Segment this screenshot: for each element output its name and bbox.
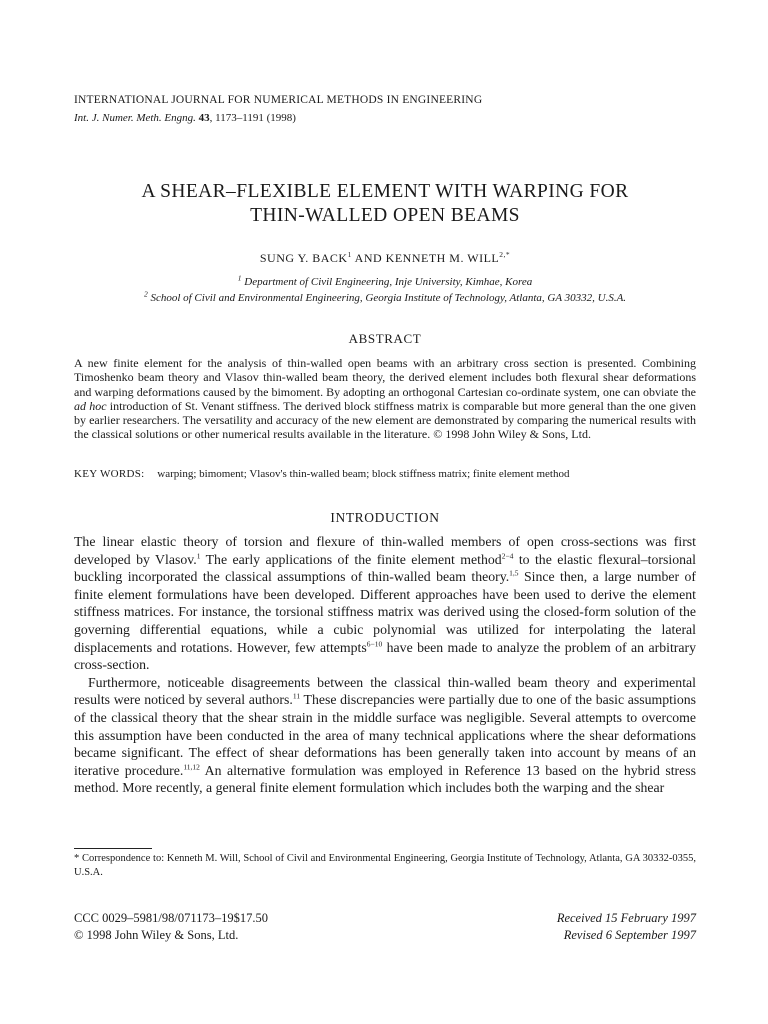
intro-p1-text-run: to the elastic flexural–torsional buckling incorporated the classical assumptions of thin-walled beam theory. (74, 551, 696, 585)
journal-abbrev: Int. J. Numer. Meth. Engng. (74, 112, 196, 124)
author-1-affil-mark: 1 (347, 250, 352, 259)
abstract-text-1: A new finite element for the analysis of thin-walled open beams with an arbitrary cross section is presented. Combining Timoshenko beam theory and Vlasov thin-walled beam theory, the derived element includes both flexural shear deformations and warping deformations caused by the bimoment. By adopting an orthogonal Cartesian co-ordinate system, one can obviate the (74, 356, 696, 399)
keywords (74, 468, 696, 480)
copyright-line: © 1998 John Wiley & Sons, Ltd. (74, 928, 239, 942)
affiliation-2 (74, 289, 696, 304)
author-2: KENNETH M. WILL (385, 251, 500, 265)
received-dates (557, 910, 696, 944)
abstract-body (74, 356, 696, 442)
received-date: Received 15 February 1997 (556, 911, 696, 925)
abstract-text-2: introduction of St. Venant stiffness. The derived block stiffness matrix is comparable but more general than the one given by earlier researchers. The versatility and accuracy of the new element are demonstrated by comparing the numerical results with the classical solutions or other numerical results available in the literature. © 1998 John Wiley & Sons, Ltd. (74, 398, 696, 442)
intro-p1-citation-mark: 6−10 (366, 638, 383, 648)
author-1: SUNG Y. BACK (259, 251, 348, 265)
journal-citation (74, 112, 296, 124)
intro-p2-text-run: These discrepancies were partially due to one of the basic assumptions of the classical theory that the shear strain in the middle surface was negligible. Several attempts to overcome this assumption have been conducted in the area of many technical applications where the shear deformations became significant. The effect of shear deformations has been generally taken into account by means of an iterative procedure. (74, 692, 696, 778)
introduction-paragraph-1 (74, 533, 696, 674)
intro-p1-citation-mark: 1,5 (509, 568, 519, 578)
intro-p1-citation-mark: 1 (196, 551, 201, 560)
journal-volume: 43 (198, 112, 210, 124)
abstract-heading: ABSTRACT (348, 331, 422, 346)
intro-p2-citation-mark: 11,12 (183, 762, 200, 772)
affiliation-1-mark: 1 (237, 273, 242, 283)
introduction-paragraph-2 (74, 674, 696, 797)
keywords-text: warping; bimoment; Vlasov's thin-walled beam; block stiffness matrix; finite element method (157, 468, 570, 480)
affiliation-1 (74, 273, 696, 288)
ccc-code: CCC 0029–5981/98/071173–19$17.50 (74, 911, 268, 925)
intro-p1-citation-mark: 2−4 (501, 551, 514, 560)
intro-p2-text-run: Furthermore, noticeable disagreements between the classical thin-walled beam theory and experimental results were noticed by several authors. (74, 674, 696, 708)
author-list (74, 251, 696, 266)
abstract-italic: ad hoc (74, 398, 107, 413)
paper-title-line-2: THIN-WALLED OPEN BEAMS (250, 205, 520, 226)
intro-p1-text-run: The early applications of the finite element method (200, 551, 502, 567)
publication-info (74, 910, 268, 944)
intro-p1-text-run: have been made to analyze the problem of an arbitrary cross-section. (74, 639, 696, 673)
keywords-label: KEY WORDS: (74, 468, 145, 480)
intro-p1-text-run: The linear elastic theory of torsion and flexure of thin-walled members of open cross-sections was first developed by Vlasov. (74, 534, 696, 567)
author-2-affil-mark: 2,* (499, 250, 511, 259)
introduction-heading: INTRODUCTION (330, 510, 440, 525)
intro-p1-text-run: Since then, a large number of finite element formulations have been developed. Different approaches have been used to derive the element stiffness matrices. For instance, the torsional stiffness matrix was derived using the closed-form solution of the governing differential equations, while a cubic polynomial was utilized for interpolating the lateral displacements and rotations. However, few attempts (74, 569, 696, 655)
affiliation-2-text: School of Civil and Environmental Engineering, Georgia Institute of Technology, Atlanta, GA 30332, U.S.A. (147, 292, 627, 304)
author-and: AND (351, 251, 386, 265)
journal-name: INTERNATIONAL JOURNAL FOR NUMERICAL METHODS IN ENGINEERING (74, 94, 483, 106)
intro-p2-text-run: An alternative formulation was employed in Reference 13 based on the hybrid stress method. More recently, a general finite element formulation which includes both the warping and the shear (74, 762, 697, 796)
affiliation-2-mark: 2 (143, 289, 148, 299)
correspondence-footnote: * Correspondence to: Kenneth M. Will, School of Civil and Environmental Engineering, Georgia Institute of Technology, Atlanta, GA 30332-0355, U.S.A. (74, 853, 696, 878)
affiliation-1-text: Department of Civil Engineering, Inje University, Kimhae, Korea (241, 276, 533, 288)
revised-date: Revised 6 September 1997 (563, 928, 696, 942)
paper-title (74, 180, 696, 228)
intro-p2-citation-mark: 11 (292, 691, 301, 701)
footnote-rule (74, 848, 152, 849)
introduction-body (74, 533, 696, 797)
paper-title-line-1: A SHEAR–FLEXIBLE ELEMENT WITH WARPING FOR (141, 181, 629, 202)
journal-pages-year: , 1173–1191 (1998) (209, 112, 296, 124)
